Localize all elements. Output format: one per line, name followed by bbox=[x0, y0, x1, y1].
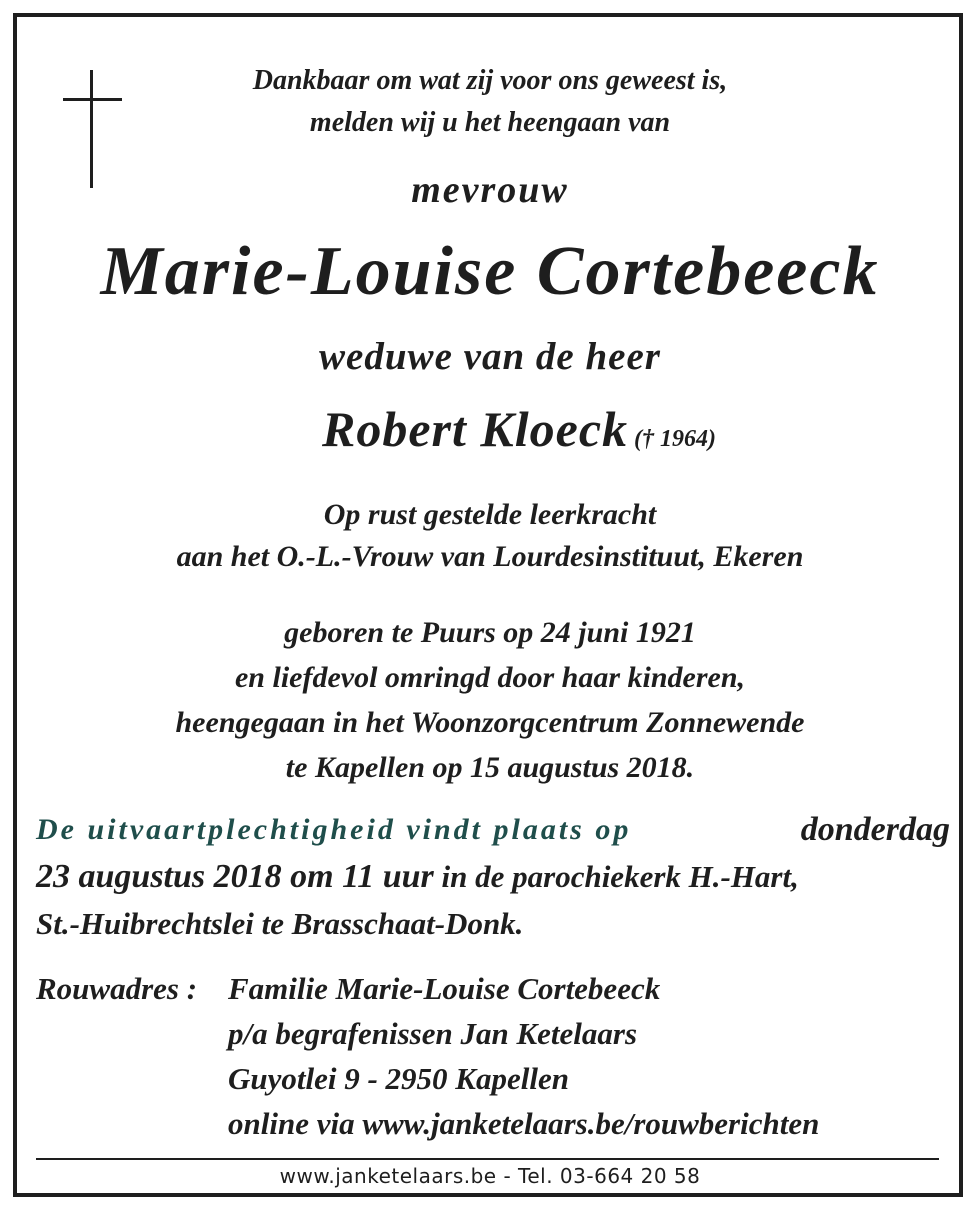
funeral-datetime: 23 augustus 2018 om 11 uur bbox=[36, 858, 434, 895]
honorific: mevrouw bbox=[411, 169, 569, 211]
mourning-address bbox=[36, 966, 819, 1146]
funeral-line-1 bbox=[36, 806, 950, 853]
funeral-place-1: in de parochiekerk H.-Hart, bbox=[441, 859, 799, 894]
address-label: Rouwadres : bbox=[36, 971, 198, 1006]
bio-line-2: en liefdevol omringd door haar kinderen, bbox=[234, 661, 745, 694]
intro-line-1: Dankbaar om wat zij voor ons geweest is, bbox=[252, 65, 728, 96]
spouse-death: († 1964) bbox=[634, 426, 717, 452]
funeral-day: donderdag bbox=[800, 811, 950, 848]
address-row-2 bbox=[36, 1011, 819, 1056]
funeral-place-2: St.-Huibrechtslei te Brasschaat-Donk. bbox=[36, 906, 524, 941]
footer-divider bbox=[36, 1158, 939, 1160]
intro-text bbox=[0, 60, 980, 144]
spouse-name: Robert Kloeck bbox=[322, 401, 629, 457]
spouse bbox=[322, 400, 716, 458]
funeral-info bbox=[36, 806, 950, 947]
bio-line-1: geboren te Puurs op 24 juni 1921 bbox=[284, 616, 696, 649]
profession-line-2: aan het O.-L.-Vrouw van Lourdesinstituut, Ekeren bbox=[176, 540, 804, 573]
deceased-name: Marie-Louise Cortebeeck bbox=[100, 233, 880, 310]
footer-contact: www.janketelaars.be - Tel. 03-664 20 58 bbox=[279, 1164, 701, 1188]
widow-of-label: weduwe van de heer bbox=[319, 335, 661, 378]
address-row-1 bbox=[36, 966, 819, 1011]
address-line-1: Familie Marie-Louise Cortebeeck bbox=[228, 971, 661, 1006]
profession-line-1: Op rust gestelde leerkracht bbox=[323, 498, 657, 531]
intro-line-2: melden wij u het heengaan van bbox=[309, 107, 671, 138]
funeral-intro: De uitvaartplechtigheid vindt plaats op bbox=[36, 813, 632, 846]
funeral-line-2 bbox=[36, 853, 950, 900]
address-line-4: online via www.janketelaars.be/rouwberichten bbox=[228, 1106, 820, 1141]
bio-line-3: heengegaan in het Woonzorgcentrum Zonnewende bbox=[175, 706, 805, 739]
address-line-3: Guyotlei 9 - 2950 Kapellen bbox=[228, 1061, 569, 1096]
biography bbox=[0, 610, 980, 790]
bio-line-4: te Kapellen op 15 augustus 2018. bbox=[285, 751, 695, 784]
profession bbox=[0, 494, 980, 578]
address-line-2: p/a begrafenissen Jan Ketelaars bbox=[228, 1016, 638, 1051]
address-row-4 bbox=[36, 1101, 819, 1146]
address-row-3 bbox=[36, 1056, 819, 1101]
